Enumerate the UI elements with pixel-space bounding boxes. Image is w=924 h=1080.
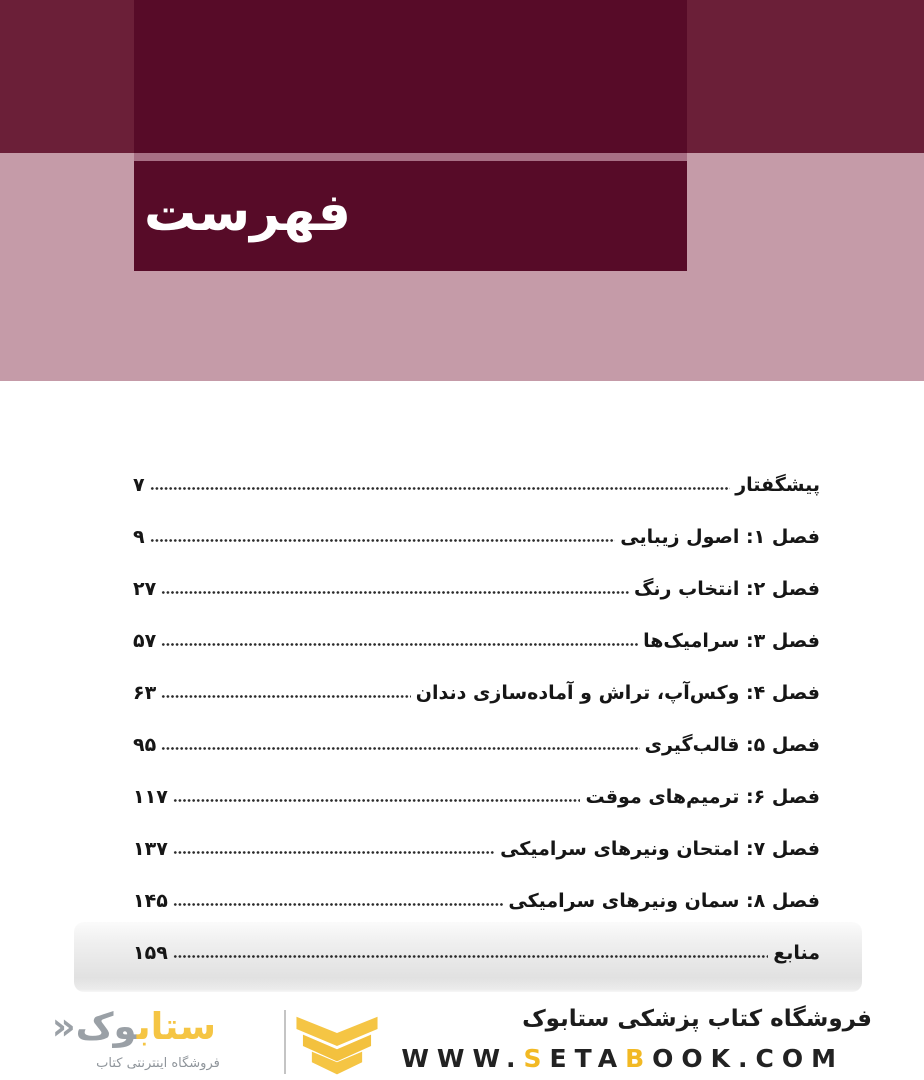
logo-divider: [284, 1010, 286, 1074]
logo-wordmark-yellow: ستاب: [136, 1005, 216, 1048]
url-segment-accent: S: [523, 1044, 550, 1073]
toc-entry: [133, 782, 820, 808]
toc-entry: [133, 470, 820, 496]
toc-page-number: ۱۵۹: [133, 942, 168, 964]
toc-entry: [133, 626, 820, 652]
dotted-leader: [161, 747, 639, 750]
toc-entry-title: منابع: [773, 942, 820, 964]
logo-wordmark: [52, 1006, 216, 1048]
page-title: فهرست: [144, 183, 351, 243]
url-segment-accent: B: [625, 1044, 653, 1073]
website-url: [401, 1044, 844, 1073]
toc-page-number: ۹۵: [133, 734, 157, 756]
dotted-leader: [150, 487, 731, 490]
toc-page-number: ۵۷: [133, 630, 157, 652]
toc-page-number: ۷: [133, 474, 145, 496]
toc-entry: [133, 886, 820, 912]
header-dark-box: [134, 0, 687, 153]
toc-entry-title: فصل ۳: سرامیک‌ها: [643, 630, 820, 652]
setabook-logo: [51, 1004, 388, 1080]
toc-entry-title: فصل ۱: اصول زیبایی: [620, 526, 820, 548]
toc-page-number: ۹: [133, 526, 145, 548]
store-name: فروشگاه کتاب پزشکی ستابوک: [522, 1006, 872, 1032]
dotted-leader: [161, 591, 629, 594]
toc-title-box: [134, 161, 687, 271]
toc-page-number: ۶۳: [133, 682, 157, 704]
toc-page-number: ۱۴۵: [133, 890, 168, 912]
toc-entry-title: فصل ۷: امتحان ونیرهای سرامیکی: [500, 838, 820, 860]
header-strip: [134, 153, 687, 161]
toc-entry: [133, 834, 820, 860]
triple-chevron-down-icon: [296, 1016, 378, 1076]
dotted-leader: [161, 695, 411, 698]
toc-entry-title: فصل ۸: سمان ونیرهای سرامیکی: [508, 890, 820, 912]
footer: [0, 1000, 924, 1080]
toc-entry: [133, 678, 820, 704]
url-segment: OOK.COM: [652, 1044, 844, 1073]
url-segment: WWW.: [401, 1044, 524, 1073]
toc-page-number: ۲۷: [133, 578, 157, 600]
dotted-leader: [161, 643, 638, 646]
url-segment: ETA: [549, 1044, 626, 1073]
toc-entry-title: پیشگفتار: [735, 474, 820, 496]
toc-entry: [133, 730, 820, 756]
dotted-leader: [173, 799, 581, 802]
dotted-leader: [173, 955, 768, 958]
logo-tagline: فروشگاه اینترنتی کتاب: [96, 1056, 220, 1071]
toc-entry: [133, 522, 820, 548]
toc-entry-title: فصل ۲: انتخاب رنگ: [633, 578, 820, 600]
toc-entry-title: فصل ۶: ترمیم‌های موقت: [585, 786, 820, 808]
toc-entry: [133, 574, 820, 600]
dotted-leader: [173, 851, 495, 854]
toc-entry-title: فصل ۴: وکس‌آپ، تراش و آماده‌سازی دندان: [415, 682, 820, 704]
toc-page-number: ۱۳۷: [133, 838, 168, 860]
toc-page-number: ۱۱۷: [133, 786, 168, 808]
dotted-leader: [150, 539, 616, 542]
toc-entry-title: فصل ۵: قالب‌گیری: [644, 734, 820, 756]
toc-entry-references: [133, 938, 820, 964]
table-of-contents: [133, 470, 820, 990]
logo-wordmark-gray: وک«: [51, 1005, 137, 1048]
dotted-leader: [173, 903, 504, 906]
